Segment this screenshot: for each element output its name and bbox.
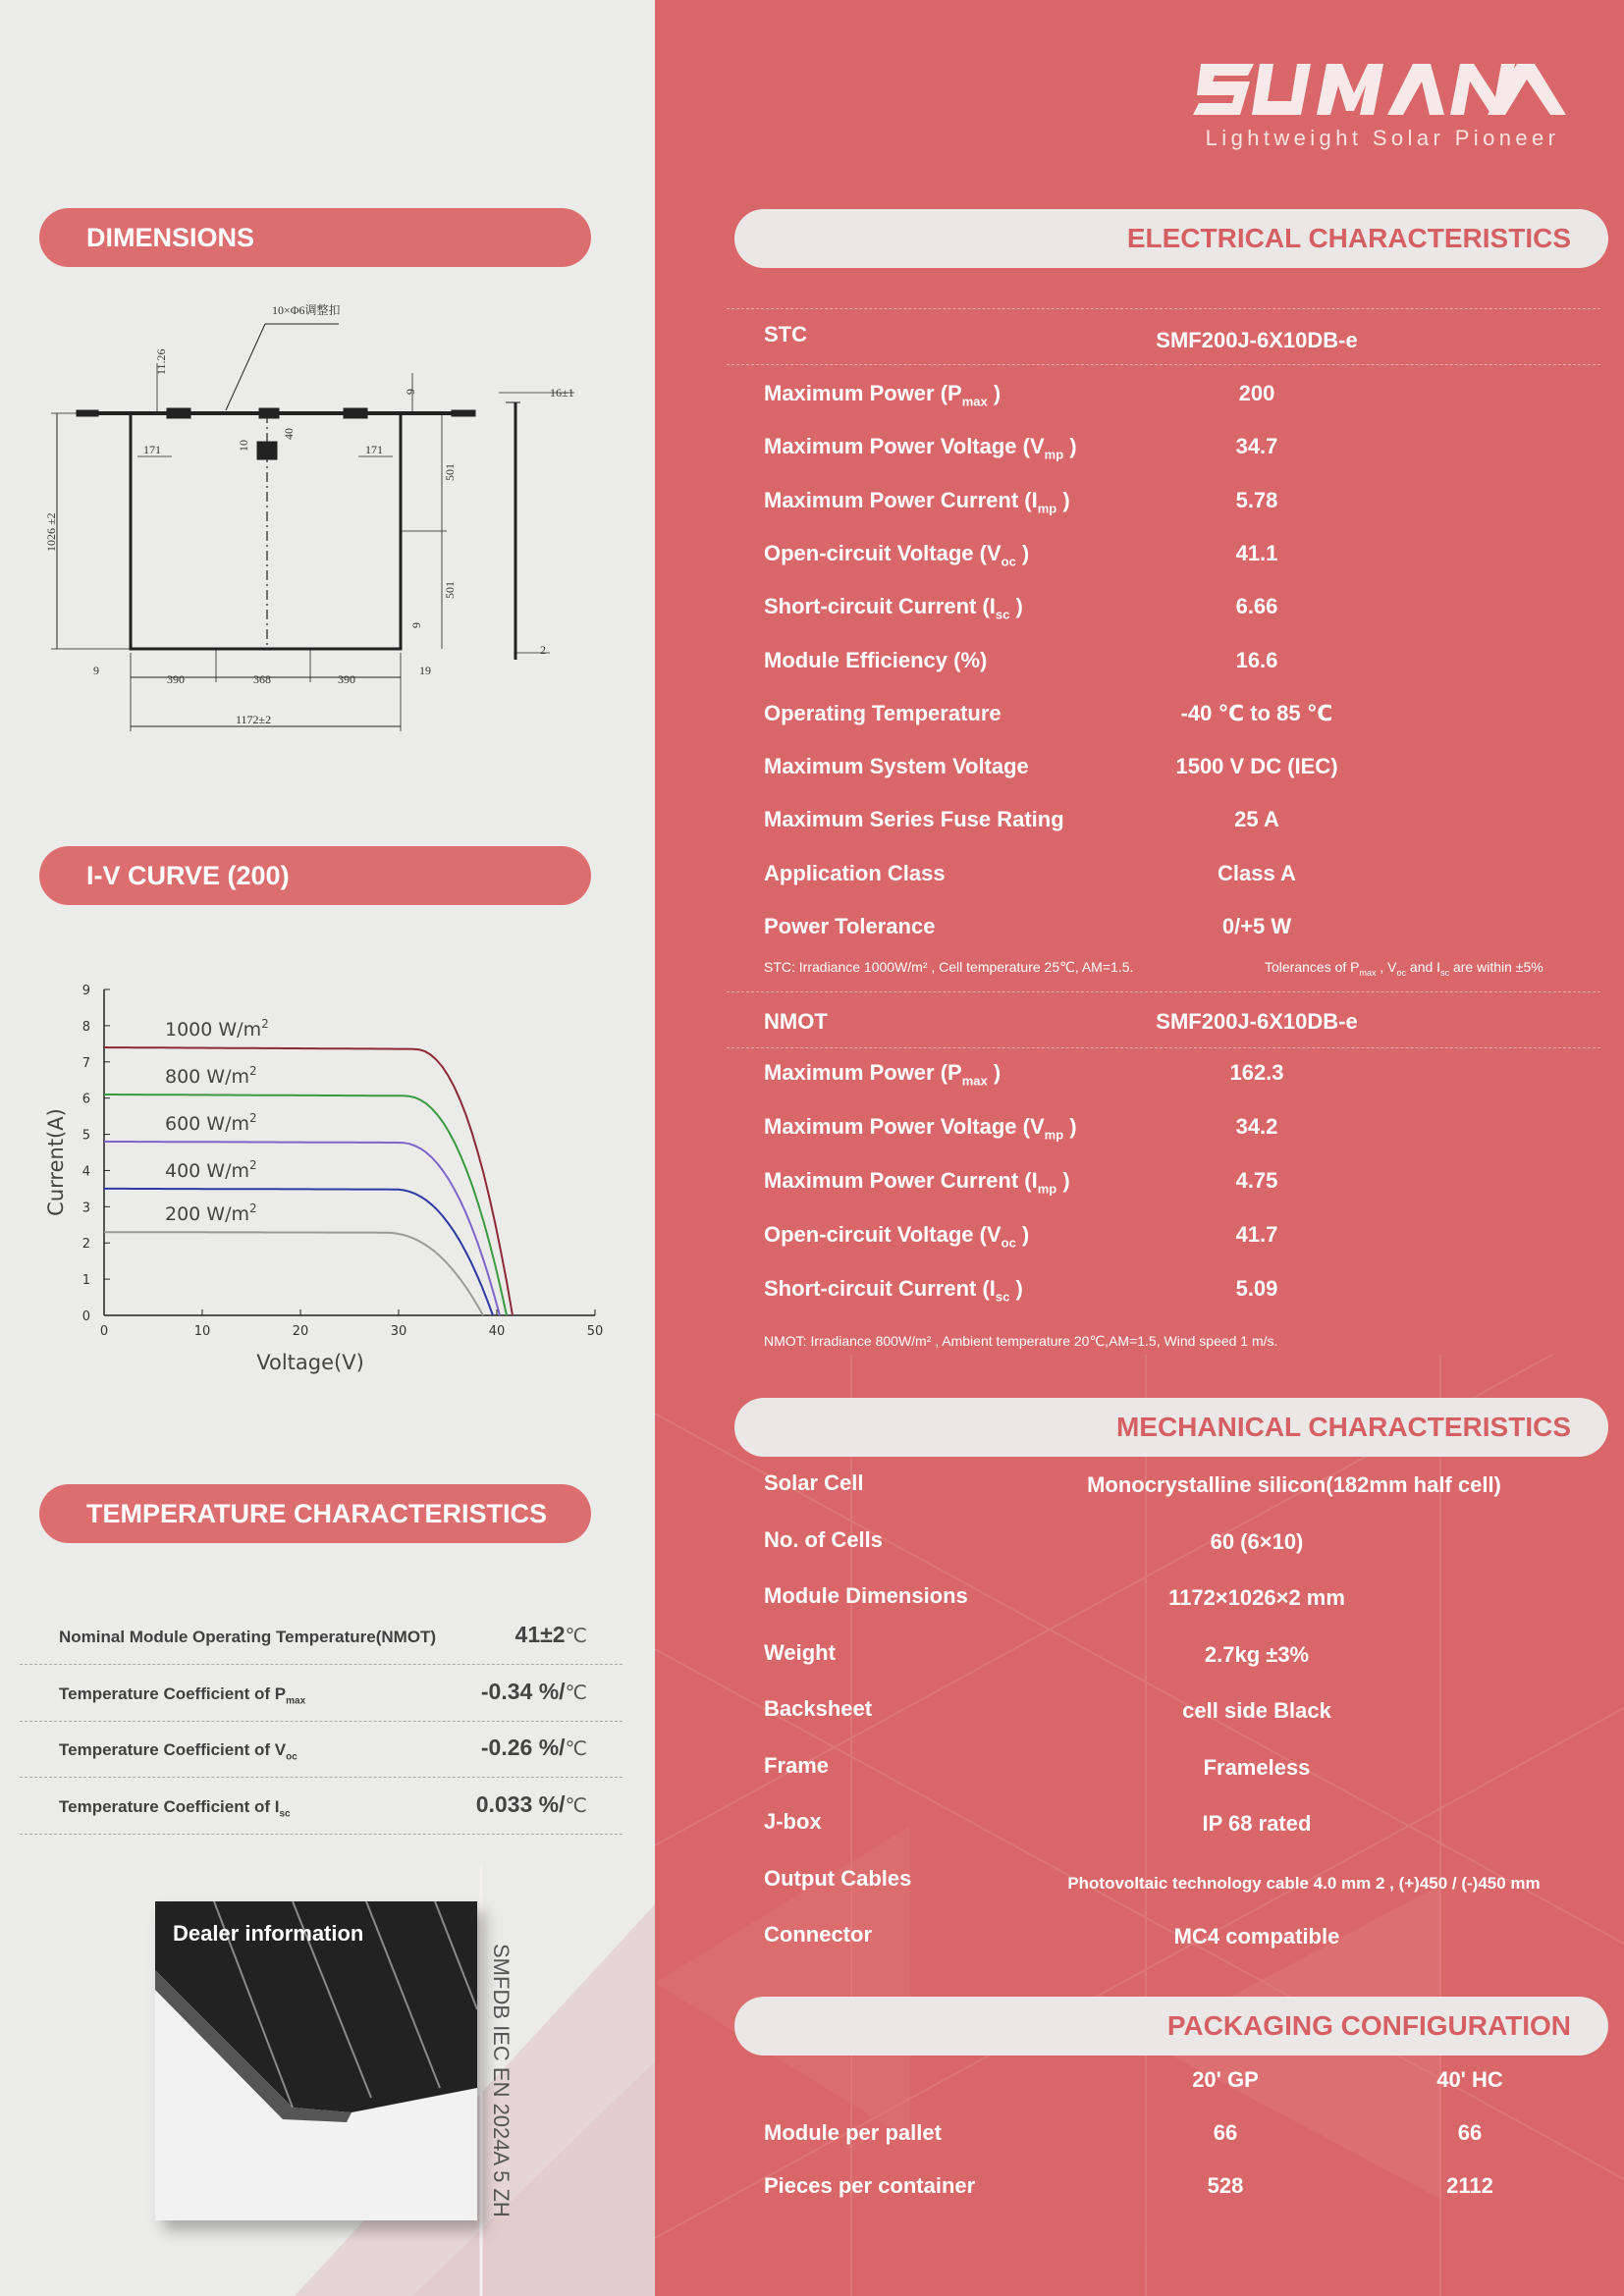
x-tick-label: 0 bbox=[99, 1324, 109, 1339]
mechanical-row-label: No. of Cells bbox=[764, 1526, 884, 1552]
y-tick-label: 9 bbox=[81, 984, 90, 998]
mechanical-row bbox=[764, 1809, 1598, 1848]
stc-row-value: Class A bbox=[1218, 860, 1296, 885]
stc-row-value: 6.66 bbox=[1235, 594, 1278, 619]
y-tick-label: 5 bbox=[81, 1128, 90, 1144]
iv-series-label: 400 $W/m^2$ bbox=[165, 1157, 257, 1182]
dim-label: 9 bbox=[93, 664, 99, 677]
iv-series-label: 200 $W/m^2$ bbox=[165, 1201, 257, 1226]
nmot-row-value: 162.3 bbox=[1229, 1060, 1284, 1085]
electrical-heading: ELECTRICAL CHARACTERISTICS bbox=[734, 209, 1608, 268]
stc-row bbox=[764, 807, 1598, 846]
mechanical-row-value: Photovoltaic technology cable 4.0 mm 2 , (+)450 / (-)450 mm bbox=[1067, 1873, 1541, 1893]
nmot-row-value: 41.7 bbox=[1235, 1222, 1278, 1247]
stc-row-label: Operating Temperature bbox=[764, 700, 1001, 725]
tolerance-note: Tolerances of $P_{max}$ , $V_{oc}$ and $I_{sc}$ are within ±5% bbox=[1265, 959, 1543, 978]
stc-row-value: -40 ℃ to 85 ℃ bbox=[1180, 700, 1333, 725]
packaging-value: 66 bbox=[1213, 2120, 1238, 2145]
stc-row-value: 200 bbox=[1238, 381, 1275, 405]
mechanical-row-value: Monocrystalline silicon(182mm half cell) bbox=[1087, 1472, 1501, 1497]
y-tick-label: 0 bbox=[81, 1309, 90, 1324]
nmot-row-value: 34.2 bbox=[1235, 1114, 1278, 1139]
nmot-row-value: 4.75 bbox=[1235, 1168, 1278, 1193]
stc-row-label: Application Class bbox=[764, 860, 946, 885]
stc-row-value: 5.78 bbox=[1235, 487, 1278, 512]
x-axis-label: Voltage(V) bbox=[256, 1351, 364, 1374]
temperature-row-label: Temperature Coefficient of $P_{max}$ bbox=[59, 1683, 306, 1706]
iv-series-label: 800 $W/m^2$ bbox=[165, 1063, 257, 1088]
mechanical-row-value: 1172×1026×2 mm bbox=[1168, 1585, 1345, 1610]
stc-row-value: 16.6 bbox=[1235, 647, 1278, 672]
divider bbox=[727, 1047, 1600, 1048]
y-tick-label: 6 bbox=[81, 1092, 90, 1107]
y-tick-label: 7 bbox=[81, 1055, 90, 1071]
stc-row bbox=[764, 914, 1598, 953]
dimension-drawing bbox=[39, 294, 628, 736]
brand-tagline: Lightweight Solar Pioneer bbox=[1205, 126, 1560, 150]
stc-row-value: 25 A bbox=[1234, 807, 1279, 832]
temperature-row bbox=[20, 1610, 623, 1665]
divider bbox=[727, 308, 1600, 309]
dealer-label: Dealer information bbox=[173, 1921, 364, 1946]
mechanical-row bbox=[764, 1640, 1598, 1680]
y-tick-label: 4 bbox=[81, 1164, 90, 1180]
stc-row bbox=[764, 754, 1598, 793]
nmot-row bbox=[764, 1060, 1598, 1099]
mechanical-row bbox=[764, 1866, 1598, 1905]
dim-label: 390 bbox=[338, 672, 355, 686]
mechanical-heading: MECHANICAL CHARACTERISTICS bbox=[734, 1398, 1608, 1457]
divider bbox=[727, 364, 1600, 365]
y-tick-label: 1 bbox=[81, 1273, 90, 1289]
stc-label: STC bbox=[764, 322, 807, 347]
temperature-heading: TEMPERATURE CHARACTERISTICS bbox=[39, 1484, 591, 1543]
iv-curve-chart bbox=[39, 972, 628, 1384]
stc-row-label: Maximum Power ($P_{max}$ ) bbox=[764, 381, 1001, 409]
stc-row-value: 34.7 bbox=[1235, 434, 1278, 459]
stc-note: STC: Irradiance 1000W/m² , Cell temperature 25℃, AM=1.5. bbox=[764, 959, 1134, 975]
mechanical-row-value: MC4 compatible bbox=[1173, 1924, 1340, 1949]
mechanical-row bbox=[764, 1470, 1598, 1510]
stc-row bbox=[764, 648, 1598, 687]
stc-row-value: 0/+5 W bbox=[1221, 914, 1292, 938]
y-axis-label: Current(A) bbox=[44, 1108, 68, 1216]
nmot-row bbox=[764, 1276, 1598, 1315]
dim-label: 9 bbox=[409, 622, 423, 628]
nmot-row bbox=[764, 1168, 1598, 1207]
dim-height-label: 1026 ±2 bbox=[44, 512, 58, 552]
temperature-row-value: -0.26 %/℃ bbox=[480, 1735, 587, 1760]
dim-label: 40 bbox=[282, 428, 296, 440]
nmot-row-value: 5.09 bbox=[1235, 1276, 1278, 1301]
temperature-row-value: 41±2℃ bbox=[514, 1622, 587, 1647]
temperature-row bbox=[20, 1723, 623, 1778]
packaging-value: 528 bbox=[1207, 2173, 1244, 2198]
temperature-row-label: Temperature Coefficient of $I_{sc}$ bbox=[59, 1796, 291, 1819]
dim-label: 19 bbox=[419, 664, 431, 677]
mechanical-row bbox=[764, 1527, 1598, 1567]
stc-row-label: Open-circuit Voltage ($V_{oc}$ ) bbox=[764, 540, 1030, 569]
mechanical-row-value: cell side Black bbox=[1182, 1698, 1331, 1723]
nmot-row-label: Open-circuit Voltage ($V_{oc}$ ) bbox=[764, 1222, 1030, 1251]
y-tick-label: 2 bbox=[81, 1237, 90, 1253]
mechanical-row-label: Solar Cell bbox=[764, 1470, 864, 1495]
stc-row-label: Maximum Power Current ($I_{mp}$ ) bbox=[764, 487, 1070, 515]
y-tick-label: 3 bbox=[81, 1201, 90, 1216]
dim-label: 9 bbox=[404, 389, 417, 395]
temperature-row bbox=[20, 1667, 623, 1722]
nmot-row-label: Maximum Power Voltage ($V_{mp}$ ) bbox=[764, 1114, 1077, 1143]
mechanical-row-value: 60 (6×10) bbox=[1210, 1528, 1304, 1554]
packaging-value: 66 bbox=[1457, 2120, 1483, 2145]
doc-code-text: SMFDB IEC EN 2024A 5 ZH bbox=[489, 1944, 514, 2217]
packaging-column-header: 40' HC bbox=[1436, 2067, 1503, 2092]
stc-model: SMF200J-6X10DB-e bbox=[1156, 328, 1358, 352]
packaging-heading: PACKAGING CONFIGURATION bbox=[734, 1997, 1608, 2056]
nmot-label: NMOT bbox=[764, 1009, 828, 1034]
mechanical-row-label: Frame bbox=[764, 1752, 830, 1778]
iv-series-label: 1000 $W/m^2$ bbox=[165, 1017, 269, 1041]
stc-row bbox=[764, 434, 1598, 473]
x-tick-label: 50 bbox=[586, 1324, 604, 1339]
divider bbox=[727, 991, 1600, 992]
stc-row bbox=[764, 488, 1598, 527]
dim-label: 11.26 bbox=[154, 348, 168, 375]
dim-label: 10 bbox=[237, 440, 250, 452]
doc-code bbox=[484, 1944, 523, 2238]
temperature-row bbox=[20, 1780, 623, 1835]
temperature-row-label: Nominal Module Operating Temperature(NMOT) bbox=[59, 1628, 437, 1646]
dealer-info-box bbox=[155, 1901, 477, 2220]
stc-row bbox=[764, 701, 1598, 740]
nmot-row-label: Short-circuit Current ($I_{sc}$ ) bbox=[764, 1276, 1023, 1305]
stc-row-label: Power Tolerance bbox=[764, 914, 936, 938]
dim-fixing-label: 10×Φ6调整扣 bbox=[272, 303, 341, 317]
stc-row-label: Maximum System Voltage bbox=[764, 754, 1029, 779]
mechanical-row-label: Output Cables bbox=[764, 1865, 912, 1891]
nmot-note: NMOT: Irradiance 800W/m² , Ambient temperature 20℃,AM=1.5, Wind speed 1 m/s. bbox=[764, 1333, 1278, 1349]
iv-series-label: 600 $W/m^2$ bbox=[165, 1110, 257, 1135]
mechanical-row-label: Module Dimensions bbox=[764, 1583, 968, 1608]
nmot-model: SMF200J-6X10DB-e bbox=[1156, 1009, 1358, 1034]
stc-row bbox=[764, 541, 1598, 580]
dim-label: 171 bbox=[365, 443, 383, 456]
dim-label: 2 bbox=[540, 643, 546, 657]
dim-label: 171 bbox=[143, 443, 161, 456]
dim-label: 501 bbox=[443, 463, 457, 481]
nmot-row-label: Maximum Power Current ($I_{mp}$ ) bbox=[764, 1168, 1070, 1197]
iv-curve-heading: I-V CURVE (200) bbox=[39, 846, 591, 905]
stc-row-label: Maximum Series Fuse Rating bbox=[764, 807, 1064, 832]
iv-series-line bbox=[104, 1142, 500, 1315]
x-tick-label: 10 bbox=[193, 1324, 211, 1339]
mechanical-row-value: IP 68 rated bbox=[1202, 1811, 1312, 1836]
stc-header-row bbox=[764, 322, 1598, 361]
stc-row-label: Module Efficiency (%) bbox=[764, 647, 988, 672]
stc-row-label: Maximum Power Voltage ($V_{mp}$ ) bbox=[764, 434, 1077, 462]
y-tick-label: 8 bbox=[81, 1019, 90, 1035]
sunman-logo-icon bbox=[1193, 54, 1566, 123]
packaging-column-header: 20' GP bbox=[1192, 2067, 1259, 2092]
temperature-row-value: -0.34 %/℃ bbox=[480, 1678, 587, 1704]
x-tick-label: 30 bbox=[390, 1324, 407, 1339]
stc-row-label: Short-circuit Current ($I_{sc}$ ) bbox=[764, 594, 1023, 622]
stc-row bbox=[764, 381, 1598, 420]
mechanical-row bbox=[764, 1696, 1598, 1735]
mechanical-row-label: Connector bbox=[764, 1922, 872, 1947]
mechanical-row-label: Backsheet bbox=[764, 1696, 873, 1721]
temperature-row-value: 0.033 %/℃ bbox=[475, 1790, 587, 1817]
stc-row-value: 41.1 bbox=[1235, 540, 1278, 565]
dim-label: 501 bbox=[443, 581, 457, 599]
x-tick-label: 20 bbox=[292, 1324, 309, 1339]
dim-label: 368 bbox=[253, 672, 271, 686]
nmot-row-label: Maximum Power ($P_{max}$ ) bbox=[764, 1060, 1001, 1089]
solar-panel-image bbox=[155, 1901, 477, 2220]
dim-label: 390 bbox=[167, 672, 185, 686]
x-tick-label: 40 bbox=[488, 1324, 506, 1339]
temperature-row-label: Temperature Coefficient of $V_{oc}$ bbox=[59, 1740, 298, 1763]
stc-row-value: 1500 V DC (IEC) bbox=[1175, 754, 1338, 779]
mechanical-row bbox=[764, 1753, 1598, 1792]
mechanical-row-value: 2.7kg ±3% bbox=[1204, 1641, 1310, 1667]
mechanical-row-value: Frameless bbox=[1203, 1754, 1311, 1780]
nmot-header-row bbox=[764, 1009, 1598, 1048]
stc-row bbox=[764, 861, 1598, 900]
mechanical-row bbox=[764, 1583, 1598, 1623]
mechanical-row-label: Weight bbox=[764, 1639, 836, 1665]
mechanical-row bbox=[764, 1922, 1598, 1961]
packaging-row-label: Module per pallet bbox=[764, 2120, 942, 2145]
packaging-value: 2112 bbox=[1446, 2173, 1493, 2198]
nmot-row bbox=[764, 1222, 1598, 1261]
dim-width-label: 1172±2 bbox=[236, 713, 272, 726]
dimensions-heading: DIMENSIONS bbox=[39, 208, 591, 267]
iv-series-line bbox=[104, 1232, 483, 1315]
packaging-row-label: Pieces per container bbox=[764, 2173, 976, 2198]
mechanical-row-label: J-box bbox=[764, 1809, 822, 1834]
nmot-row bbox=[764, 1114, 1598, 1153]
dim-label: 16±1 bbox=[550, 386, 574, 400]
stc-row bbox=[764, 594, 1598, 633]
